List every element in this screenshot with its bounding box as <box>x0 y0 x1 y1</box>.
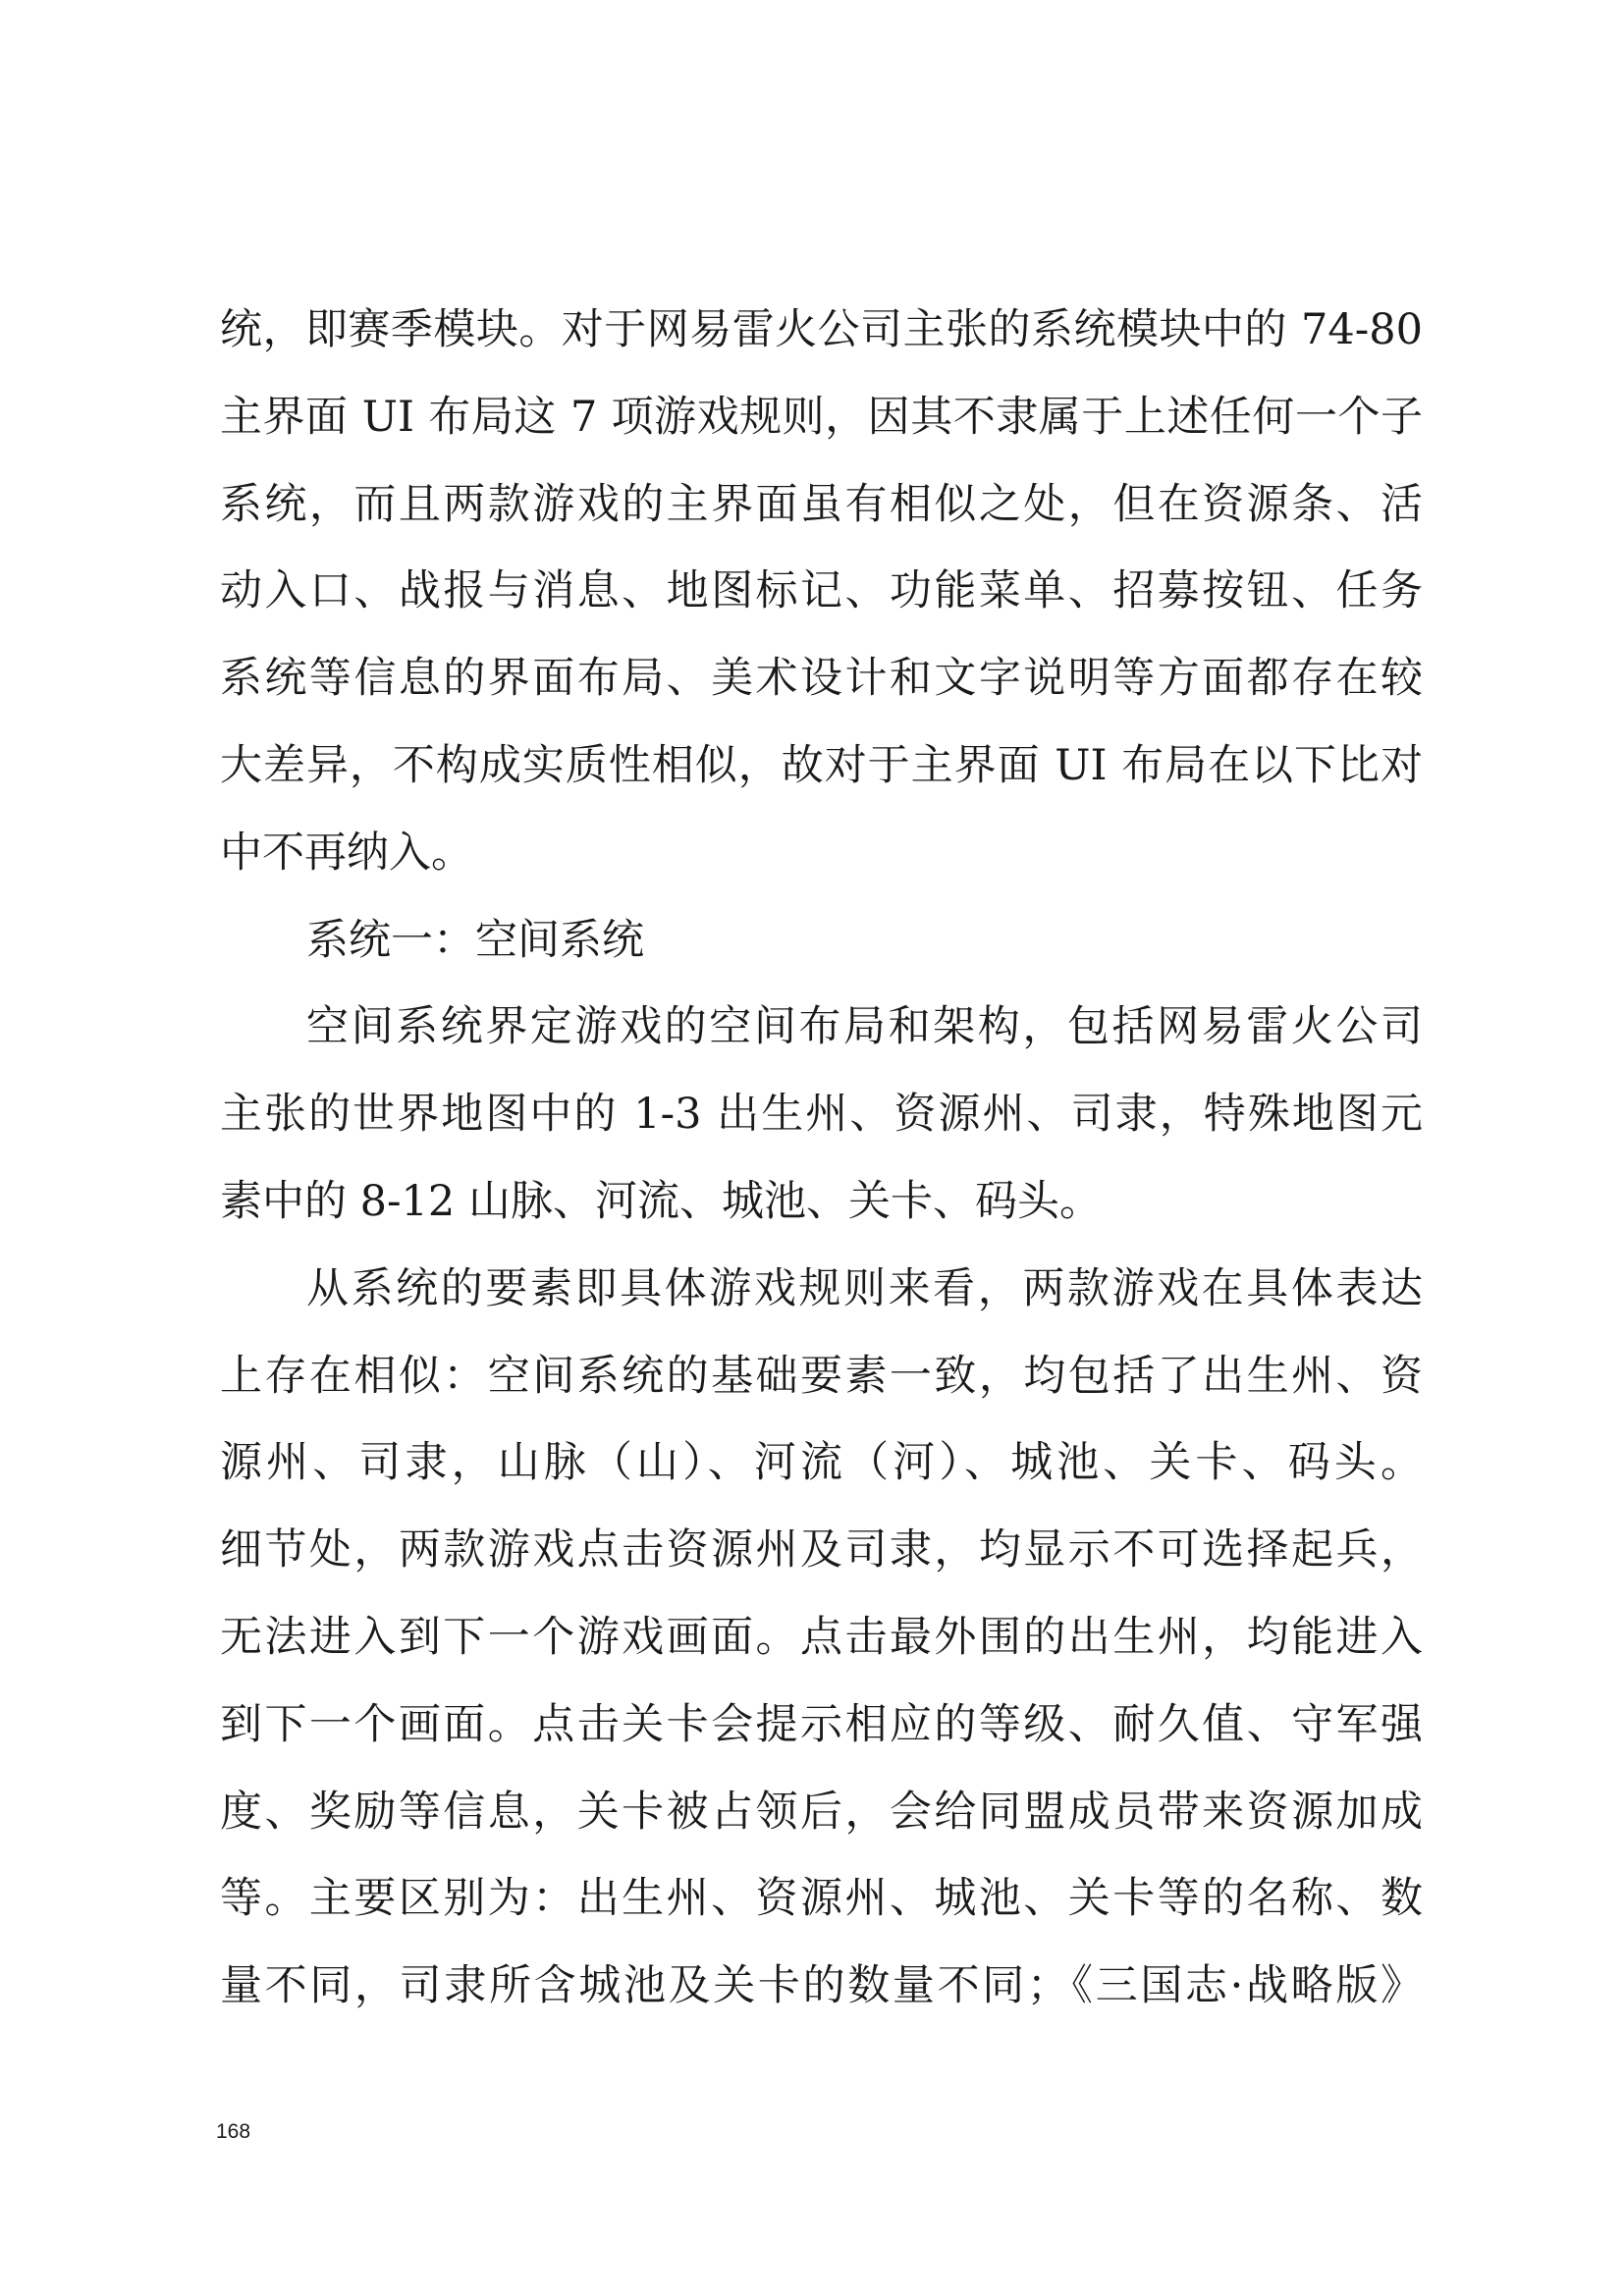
text-line: 到下一个画面。点击关卡会提示相应的等级、耐久值、守军强 <box>220 1699 1423 1749</box>
text-line: 细节处，两款游戏点击资源州及司隶，均显示不可选择起兵， <box>220 1525 1423 1575</box>
section-heading: 系统一：空间系统 <box>306 915 644 965</box>
text-line: 从系统的要素即具体游戏规则来看，两款游戏在具体表达 <box>306 1263 1423 1313</box>
page-number: 168 <box>216 2120 251 2143</box>
text-line: 统，即赛季模块。对于网易雷火公司主张的系统模块中的 74-80 <box>220 305 1423 354</box>
text-line: 度、奖励等信息，关卡被占领后，会给同盟成员带来资源加成 <box>220 1787 1423 1837</box>
text-line: 系统等信息的界面布局、美术设计和文字说明等方面都存在较 <box>220 654 1423 704</box>
text-line: 源州、司隶，山脉（山）、河流（河）、城池、关卡、码头。 <box>220 1438 1423 1488</box>
text-line: 素中的 8-12 山脉、河流、城池、关卡、码头。 <box>220 1176 1102 1226</box>
text-line: 空间系统界定游戏的空间布局和架构，包括网易雷火公司 <box>306 1002 1423 1052</box>
text-line: 大差异，不构成实质性相似，故对于主界面 UI 布局在以下比对 <box>220 740 1423 790</box>
body-text <box>220 287 1423 2030</box>
text-line: 系统，而且两款游戏的主界面虽有相似之处，但在资源条、活 <box>220 479 1423 529</box>
text-line: 等。主要区别为：出生州、资源州、城池、关卡等的名称、数 <box>220 1874 1423 1924</box>
text-line: 主界面 UI 布局这 7 项游戏规则，因其不隶属于上述任何一个子 <box>220 392 1423 442</box>
text-line: 中不再纳入。 <box>220 828 473 878</box>
text-line: 量不同，司隶所含城池及关卡的数量不同；《三国志·战略版》 <box>220 1961 1423 2011</box>
text-line: 动入口、战报与消息、地图标记、功能菜单、招募按钮、任务 <box>220 566 1423 616</box>
text-line: 上存在相似：空间系统的基础要素一致，均包括了出生州、资 <box>220 1351 1423 1401</box>
text-line: 无法进入到下一个游戏画面。点击最外围的出生州，均能进入 <box>220 1612 1423 1662</box>
text-line: 主张的世界地图中的 1-3 出生州、资源州、司隶，特殊地图元 <box>220 1090 1423 1140</box>
